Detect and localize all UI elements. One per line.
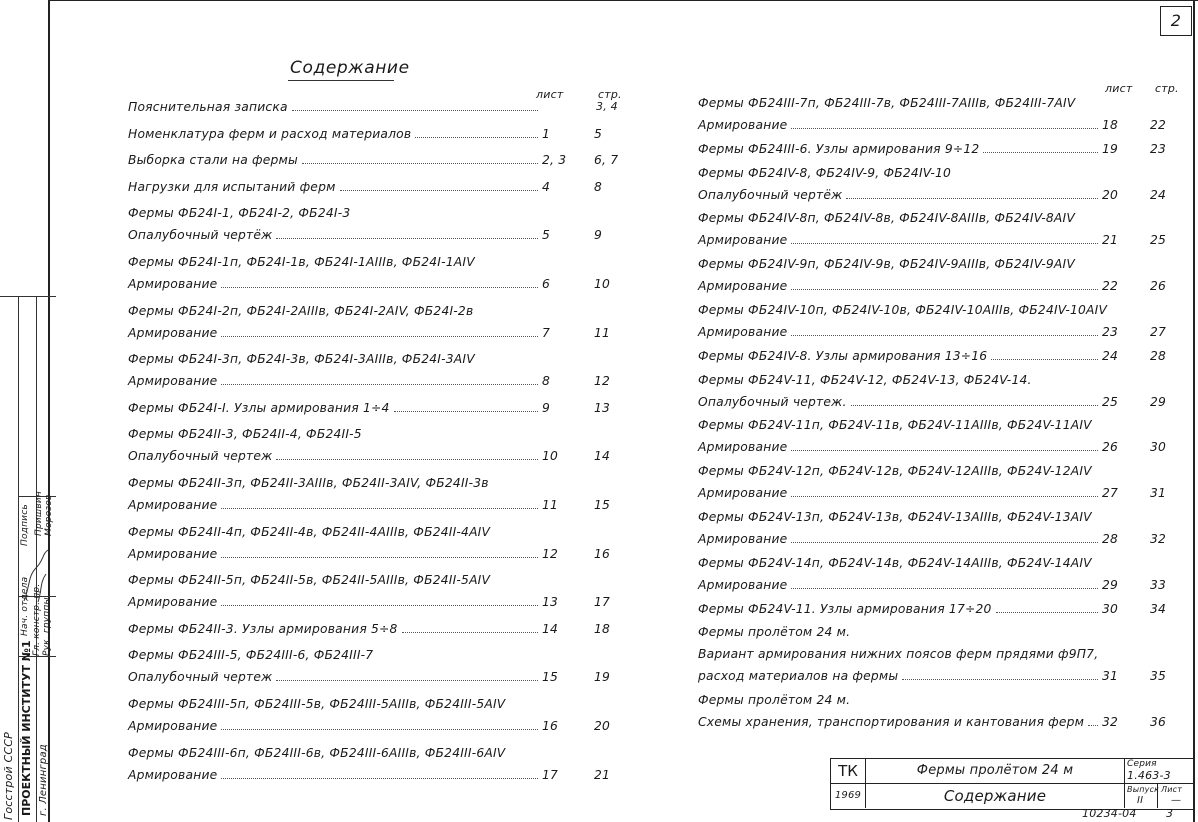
- toc-entry-page: 28: [1150, 348, 1167, 363]
- toc-entry-subtitle: Армирование: [128, 325, 218, 340]
- toc-entry-page: 32: [1150, 532, 1167, 546]
- toc-entry: [128, 693, 628, 737]
- toc-entry-subtitle: Опалубочный чертеж.: [698, 394, 847, 409]
- toc-entry-title: Нагрузки для испытаний ферм: [128, 179, 336, 194]
- toc-entry-subtitle: Армирование: [698, 118, 788, 132]
- toc-entry-sheet: 24: [1102, 348, 1119, 363]
- leader-dots: [791, 128, 1098, 129]
- toc-entry-page: 5: [594, 126, 603, 141]
- toc-entry-page: 9: [594, 228, 603, 243]
- toc-entry-page: 20: [594, 719, 611, 733]
- toc-entry-title: Фермы ФБ24IV-9п, ФБ24IV-9в, ФБ24IV-9АIIIв, ФБ24IV-9АIV: [698, 257, 1075, 272]
- toc-entry: [698, 299, 1176, 343]
- toc-entry-title: Фермы ФБ24V-14п, ФБ24V-14в, ФБ24V-14АIIIв, ФБ24V-14АIV: [698, 555, 1092, 570]
- approval-strip: [0, 296, 56, 822]
- toc-entry-sheet: 19: [1102, 141, 1119, 156]
- leader-dots: [1088, 725, 1098, 726]
- leader-dots: [276, 459, 538, 460]
- toc-entry: [128, 123, 628, 145]
- right-col-header-page: стр.: [1155, 82, 1179, 95]
- toc-entry-sheet: 16: [542, 719, 559, 733]
- page-title: Содержание: [290, 58, 410, 78]
- leader-dots: [791, 496, 1098, 497]
- toc-entry-sheet: 15: [542, 670, 559, 685]
- leader-dots: [791, 289, 1098, 290]
- title-underline: [288, 80, 394, 81]
- signature-column-label: Подпись: [20, 504, 30, 546]
- toc-entry-sheet: 6: [542, 277, 551, 291]
- org-institute: ПРОЕКТНЫЙ ИНСТИТУТ №1: [20, 640, 33, 816]
- toc-entry: [698, 689, 1176, 733]
- right-col-header-list: лист: [1105, 82, 1133, 95]
- year-label: 1969: [831, 784, 866, 808]
- toc-entry-title: Фермы ФБ24I-1, ФБ24I-2, ФБ24I-3: [128, 206, 351, 221]
- toc-entry: [698, 460, 1176, 504]
- tk-label: ТК: [831, 759, 866, 784]
- toc-entry-sheet: 4: [542, 179, 551, 194]
- toc-entry-sheet: 27: [1102, 486, 1119, 501]
- toc-entry-page: 29: [1150, 394, 1167, 409]
- toc-entry-title: Фермы ФБ24V-12п, ФБ24V-12в, ФБ24V-12АIIIв, ФБ24V-12АIV: [698, 464, 1092, 479]
- toc-entry-title: Фермы ФБ24II-5п, ФБ24II-5в, ФБ24II-5АIIIв, ФБ24II-5АIV: [128, 573, 491, 588]
- toc-entry-page: 27: [1150, 325, 1167, 339]
- toc-entry-page: 10: [594, 277, 611, 291]
- leader-dots: [983, 152, 1098, 153]
- toc-entry-subtitle: Армирование: [698, 279, 788, 294]
- leader-dots: [791, 450, 1098, 451]
- toc-entry-sheet: 22: [1102, 279, 1119, 294]
- role-chief-designer: Гл. констр. пр.: [32, 583, 42, 656]
- leader-dots: [276, 680, 538, 681]
- toc-entry-sheet: 8: [542, 374, 551, 389]
- toc-entry-subtitle: Армирование: [128, 767, 218, 782]
- toc-entry: [128, 742, 628, 786]
- toc-entry-sheet: 9: [542, 400, 551, 415]
- toc-entry-page: 31: [1150, 486, 1167, 501]
- toc-entry: [128, 521, 628, 565]
- toc-entry-title: Фермы ФБ24III-5, ФБ24III-6, ФБ24III-7: [128, 648, 374, 663]
- toc-entry-sheet: 2, 3: [542, 153, 567, 168]
- leader-dots: [846, 198, 1098, 199]
- toc-entry-page: 21: [594, 767, 611, 782]
- toc-entry-title: Фермы ФБ24V-11. Узлы армирования 17÷20: [698, 601, 992, 616]
- toc-entry-sheet: 1: [542, 126, 551, 141]
- toc-entry-title: Фермы ФБ24II-3, ФБ24II-4, ФБ24II-5: [128, 427, 362, 442]
- leader-dots: [402, 632, 538, 633]
- toc-entry-subtitle: Армирование: [698, 486, 788, 501]
- document-number: 10234-04: [1082, 807, 1137, 820]
- toc-entry-sheet: 30: [1102, 601, 1119, 616]
- toc-entry-page: 23: [1150, 141, 1167, 156]
- toc-entry: [128, 300, 628, 344]
- leader-dots: [292, 110, 538, 111]
- leader-dots: [394, 411, 538, 412]
- toc-entry-title: Фермы ФБ24II-3. Узлы армирования 5÷8: [128, 621, 398, 636]
- toc-entry-title: Фермы ФБ24III-5п, ФБ24III-5в, ФБ24III-5АIIIв, ФБ24III-5АIV: [128, 697, 506, 711]
- vypusk-label: Выпуск: [1127, 785, 1160, 794]
- toc-entry-heading: Фермы пролётом 24 м.: [698, 625, 851, 640]
- toc-entry-title: Фермы ФБ24I-3п, ФБ24I-3в, ФБ24I-3АIIIв, ФБ24I-3АIV: [128, 352, 475, 367]
- toc-entry-sheet: 11: [542, 498, 559, 512]
- left-col-header-list: лист: [536, 88, 564, 101]
- org-city: г. Ленинград: [38, 744, 49, 816]
- toc-entry-page: 24: [1150, 187, 1167, 202]
- toc-entry-title: Фермы ФБ24I-I. Узлы армирования 1÷4: [128, 400, 390, 415]
- sheet-number: 2: [1160, 6, 1192, 36]
- toc-entry-sheet: 5: [542, 228, 551, 243]
- vypusk-value: II: [1137, 795, 1144, 806]
- toc-entry-page: 22: [1150, 118, 1167, 132]
- toc-entry: [698, 369, 1176, 413]
- toc-entry-subtitle: Армирование: [128, 546, 218, 561]
- leader-dots: [221, 508, 538, 509]
- toc-entry: [128, 644, 628, 688]
- toc-entry-page: 13: [594, 400, 611, 415]
- toc-entry-page: 16: [594, 546, 611, 561]
- leader-dots: [221, 557, 538, 558]
- toc-entry-title: Фермы ФБ24V-11, ФБ24V-12, ФБ24V-13, ФБ24V-14.: [698, 372, 1032, 387]
- toc-entry-title: Вариант армирования нижних поясов ферм прядями ф9П7,: [698, 647, 1099, 662]
- list-value: —: [1171, 795, 1181, 806]
- toc-entry-subtitle: Армирование: [698, 325, 788, 339]
- toc-entry-sheet: 26: [1102, 440, 1119, 455]
- toc-entry-heading: Фермы пролётом 24 м.: [698, 693, 851, 708]
- toc-entry: [698, 552, 1176, 596]
- seria-value: 1.463-3: [1127, 769, 1171, 782]
- toc-entry: [698, 414, 1176, 458]
- leader-dots: [221, 336, 538, 337]
- toc-entry-subtitle: Армирование: [698, 532, 788, 546]
- toc-entry-sheet: 28: [1102, 532, 1119, 546]
- list-label: Лист: [1161, 785, 1183, 794]
- toc-entry: [698, 345, 1176, 367]
- toc-entry-title: Фермы ФБ24IV-8, ФБ24IV-9, ФБ24IV-10: [698, 165, 952, 180]
- toc-entry-subtitle: Армирование: [128, 277, 218, 291]
- toc-entry-title: Фермы ФБ24V-13п, ФБ24V-13в, ФБ24V-13АIIIв, ФБ24V-13АIV: [698, 510, 1092, 524]
- toc-entry-page: 15: [594, 498, 611, 512]
- toc-entry-page: 17: [594, 595, 611, 610]
- toc-entry-sheet: 10: [542, 449, 559, 464]
- toc-entry-sheet: 31: [1102, 669, 1119, 684]
- leader-dots: [221, 778, 538, 779]
- org-gosstroy: Госстрой СССР: [2, 732, 15, 820]
- toc-entry-sheet: 20: [1102, 187, 1119, 202]
- toc-entry-page: 6, 7: [594, 153, 619, 168]
- toc-entry: [128, 423, 628, 467]
- toc-entry-page: 36: [1150, 715, 1167, 730]
- leader-dots: [221, 605, 538, 606]
- toc-entry: [128, 149, 628, 171]
- toc-entry-title: Фермы ФБ24II-4п, ФБ24II-4в, ФБ24II-4АIIIв, ФБ24II-4АIV: [128, 524, 491, 539]
- toc-entry-page: 35: [1150, 669, 1167, 684]
- toc-entry-title: Фермы ФБ24IV-10п, ФБ24IV-10в, ФБ24IV-10АIIIв, ФБ24IV-10АIV: [698, 303, 1108, 317]
- frame-top-border: [48, 0, 1198, 1]
- toc-entry-sheet: 25: [1102, 394, 1119, 409]
- title-block-divider: [1125, 783, 1193, 784]
- toc-entry: [698, 506, 1176, 550]
- toc-entry-title: Фермы ФБ24II-3п, ФБ24II-3АIIIв, ФБ24II-3АIV, ФБ24II-3в: [128, 476, 489, 490]
- title-block-title: Фермы пролётом 24 м: [866, 759, 1125, 784]
- toc-entry: [698, 207, 1176, 251]
- leader-dots: [340, 190, 538, 191]
- left-col-header-page: стр.: [598, 88, 622, 101]
- leader-dots: [851, 405, 1098, 406]
- toc-entry-title: Номенклатура ферм и расход материалов: [128, 126, 412, 141]
- toc-entry-title: Пояснительная записка: [128, 100, 288, 114]
- frame-right-border: [1193, 0, 1195, 822]
- toc-entry-page: 8: [594, 179, 603, 194]
- leader-dots: [791, 542, 1098, 543]
- toc-entry-page: 19: [594, 670, 611, 685]
- toc-entry-sheet: 12: [542, 546, 559, 561]
- handwritten-signature: [20, 546, 54, 606]
- toc-entry: [128, 251, 628, 295]
- toc-entry-title: Схемы хранения, транспортирования и кантования ферм: [698, 715, 1085, 730]
- toc-entry-subtitle: Армирование: [128, 498, 218, 512]
- page-number: 3: [1166, 807, 1174, 820]
- toc-entry-subtitle: Опалубочный чертеж: [128, 449, 273, 464]
- toc-entry-title: Фермы ФБ24III-7п, ФБ24III-7в, ФБ24III-7АIIIв, ФБ24III-7АIV: [698, 96, 1076, 110]
- toc-entry-title: Фермы ФБ24IV-8. Узлы армирования 13÷16: [698, 348, 988, 363]
- toc-entry-sheet: 14: [542, 621, 559, 636]
- toc-entry: [698, 621, 1176, 687]
- toc-entry-sheet: 32: [1102, 715, 1119, 730]
- left-extra-page: 3, 4: [596, 100, 618, 113]
- toc-entry-sheet: 17: [542, 767, 559, 782]
- leader-dots: [996, 612, 1098, 613]
- title-block: [830, 758, 1195, 810]
- toc-entry-title: Фермы ФБ24I-2п, ФБ24I-2АIIIв, ФБ24I-2АIV, ФБ24I-2в: [128, 303, 474, 318]
- leader-dots: [276, 238, 538, 239]
- signer-name: Морозов: [44, 494, 54, 536]
- toc-entry: [128, 618, 628, 640]
- toc-entry: [698, 92, 1176, 136]
- toc-entry-page: 30: [1150, 440, 1167, 455]
- role-head-dept: Нач. отдела: [20, 576, 30, 636]
- toc-entry-sheet: 18: [1102, 118, 1119, 132]
- leader-dots: [415, 137, 538, 138]
- seria-label: Серия: [1127, 759, 1157, 769]
- leader-dots: [221, 729, 538, 730]
- toc-entry-subtitle: Армирование: [698, 577, 788, 592]
- toc-entry-subtitle: Армирование: [128, 719, 218, 733]
- toc-entry-subtitle: Опалубочный чертеж: [128, 670, 273, 685]
- strip-divider: [18, 296, 19, 822]
- toc-entry-sheet: 21: [1102, 233, 1119, 248]
- toc-entry: [128, 348, 628, 392]
- toc-entry-sheet: 29: [1102, 577, 1119, 592]
- toc-entry-sheet: 13: [542, 595, 559, 610]
- signer-name: Пришвин: [34, 490, 44, 536]
- toc-entry: [128, 569, 628, 613]
- toc-entry: [698, 253, 1176, 297]
- toc-entry: [128, 202, 628, 246]
- toc-entry-title: Фермы ФБ24III-6п, ФБ24III-6в, ФБ24III-6АIIIв, ФБ24III-6АIV: [128, 745, 506, 760]
- toc-entry-page: 26: [1150, 279, 1167, 294]
- toc-entry-title: Фермы ФБ24III-6. Узлы армирования 9÷12: [698, 141, 980, 156]
- toc-entry-title: Фермы ФБ24V-11п, ФБ24V-11в, ФБ24V-11АIIIв, ФБ24V-11АIV: [698, 418, 1092, 433]
- role-group-lead: Рук. группы: [42, 597, 52, 656]
- title-block-subtitle: Содержание: [866, 784, 1125, 808]
- toc-entry-page: 11: [594, 325, 611, 340]
- toc-entry-title: Выборка стали на фермы: [128, 153, 298, 168]
- toc-entry-subtitle: Армирование: [698, 440, 788, 455]
- toc-entry: [698, 138, 1176, 160]
- toc-entry: [128, 176, 628, 198]
- toc-entry-subtitle: Армирование: [698, 233, 788, 248]
- toc-entry-page: 12: [594, 374, 611, 389]
- toc-entry-subtitle: Армирование: [128, 374, 218, 389]
- toc-entry: [698, 598, 1176, 620]
- toc-entry: [128, 397, 628, 419]
- toc-entry-subtitle: Армирование: [128, 595, 218, 610]
- toc-entry: [698, 162, 1176, 206]
- toc-entry-page: 33: [1150, 577, 1167, 592]
- toc-entry-subtitle: Опалубочный чертёж: [698, 187, 843, 202]
- toc-entry-sheet: 23: [1102, 325, 1119, 339]
- leader-dots: [791, 335, 1098, 336]
- toc-entry: [128, 472, 628, 516]
- toc-entry-subtitle: Опалубочный чертёж: [128, 228, 273, 243]
- leader-dots: [221, 287, 538, 288]
- toc-entry: [128, 96, 628, 118]
- toc-entry-subtitle: расход материалов на фермы: [698, 669, 899, 684]
- toc-entry-page: 18: [594, 621, 611, 636]
- toc-entry-sheet: 7: [542, 325, 551, 340]
- toc-entry-page: 34: [1150, 601, 1167, 616]
- leader-dots: [902, 679, 1098, 680]
- toc-entry-page: 25: [1150, 233, 1167, 248]
- strip-divider: [0, 296, 56, 297]
- leader-dots: [791, 243, 1098, 244]
- toc-entry-title: Фермы ФБ24I-1п, ФБ24I-1в, ФБ24I-1АIIIв, ФБ24I-1АIV: [128, 255, 475, 269]
- toc-entry-page: 14: [594, 449, 611, 464]
- leader-dots: [302, 163, 538, 164]
- toc-entry-title: Фермы ФБ24IV-8п, ФБ24IV-8в, ФБ24IV-8АIIIв, ФБ24IV-8АIV: [698, 211, 1075, 226]
- leader-dots: [221, 384, 538, 385]
- leader-dots: [991, 359, 1098, 360]
- leader-dots: [791, 588, 1098, 589]
